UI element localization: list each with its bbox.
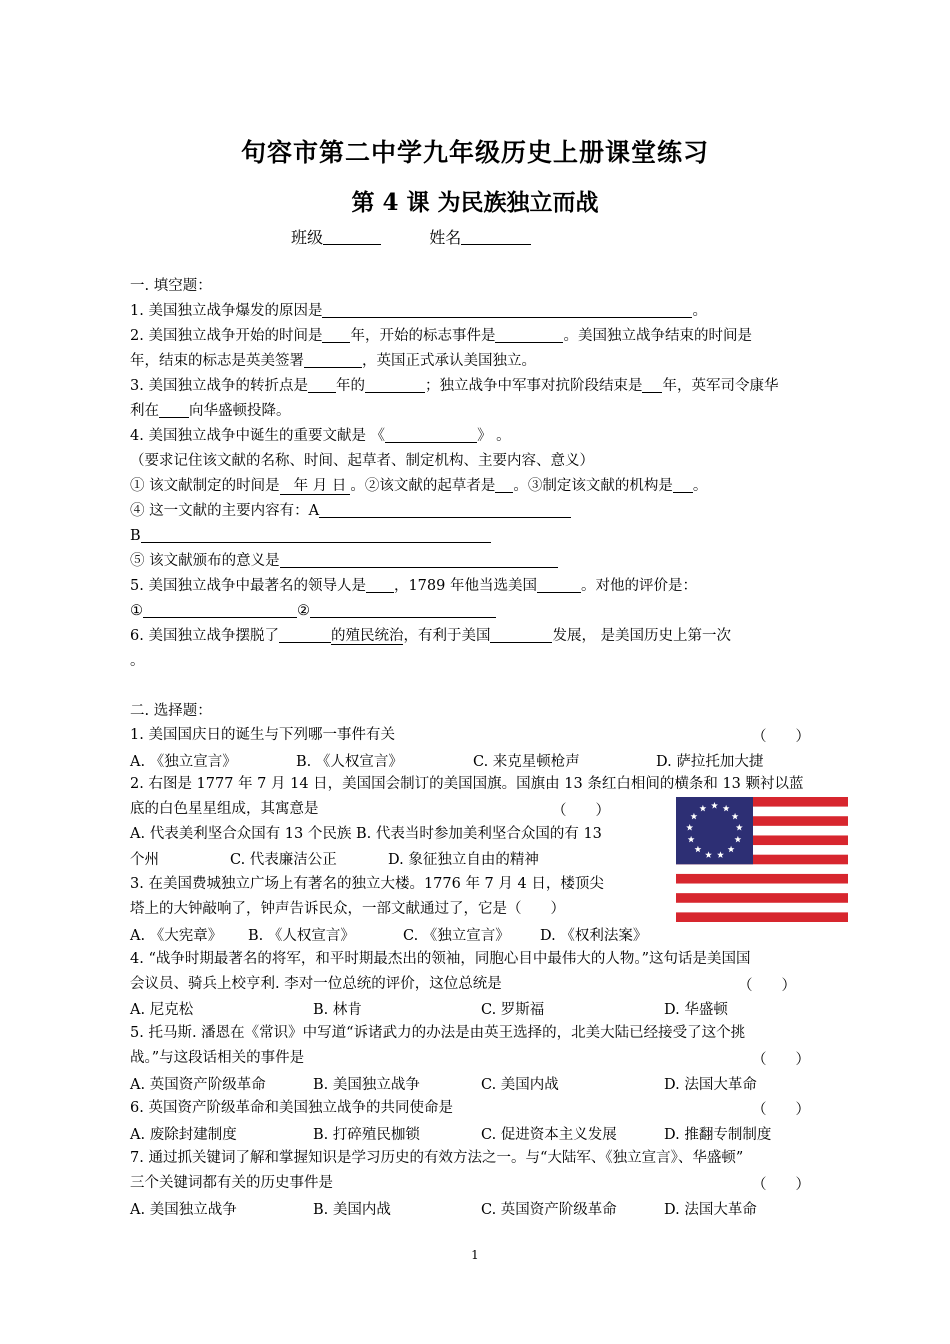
answer-paren[interactable]: （ ） <box>552 803 610 819</box>
fill-q4-sub4b: B <box>130 526 491 546</box>
flag-stripe <box>676 912 848 922</box>
fill-q5-eval: ① ② <box>130 601 496 621</box>
name-label: 姓名 <box>429 228 462 247</box>
option-a[interactable]: A. 美国独立战争 <box>130 1202 237 1218</box>
choice-q7-stem1: 7. 通过抓关键词了解和掌握知识是学习历史的有效方法之一。与“大陆军、《独立宣言》、华盛顿” <box>130 1150 744 1166</box>
option-d[interactable]: D. 法国大革命 <box>664 1077 757 1093</box>
option-a[interactable]: A. 英国资产阶级革命 <box>130 1077 266 1093</box>
choice-q6-stem: 6. 英国资产阶级革命和美国独立战争的共同使命是 <box>130 1100 453 1116</box>
answer-paren[interactable]: （ ） <box>752 1177 810 1193</box>
answer-blank[interactable] <box>304 351 362 368</box>
underlined-answer: 的殖民统治 <box>330 628 404 644</box>
student-info <box>291 225 531 248</box>
option-d[interactable]: D. 推翻专制制度 <box>664 1127 772 1143</box>
choice-q5-stem2: 战。”与这段话相关的事件是 <box>130 1050 305 1066</box>
fill-q3-line1: 3. 美国独立战争的转折点是 年的 ；独立战争中军事对抗阶段结束是 年，英军司令康华 <box>130 378 779 394</box>
option-b[interactable]: B. 《人权宣言》 <box>296 754 403 770</box>
fill-q3-line2: 利在 向华盛顿投降。 <box>130 403 291 419</box>
fill-q4-sub1: ① 该文献制定的时间是 年 月 日 。②该文献的起草者是 。③制定该文献的机构是 。 <box>130 478 708 494</box>
choice-q5-stem1: 5. 托马斯. 潘恩在《常识》中写道“诉诸武力的办法是由英王选择的，北美大陆已经接受了这个挑 <box>130 1025 746 1041</box>
answer-paren[interactable]: （ ） <box>752 729 810 745</box>
answer-blank[interactable] <box>366 576 394 593</box>
class-blank[interactable] <box>323 228 381 245</box>
fill-q2-line2: 年，结束的标志是英美签署 ，英国正式承认美国独立。 <box>130 353 536 369</box>
answer-blank[interactable] <box>279 626 331 643</box>
answer-blank[interactable] <box>495 326 563 343</box>
option-d[interactable]: D. 《权利法案》 <box>540 928 648 944</box>
choice-q4-stem2: 会议员、骑兵上校亨利. 李对一位总统的评价，这位总统是 <box>130 976 502 992</box>
us-flag-icon <box>676 797 848 922</box>
option-b[interactable]: B. 美国独立战争 <box>313 1077 420 1093</box>
option-d[interactable]: D. 法国大革命 <box>664 1202 757 1218</box>
section1-heading: 一. 填空题： <box>130 278 212 294</box>
option-a[interactable]: A. 尼克松 <box>130 1002 194 1018</box>
choice-q2-options-ab[interactable]: A. 代表美利坚合众国有 13 个民族 B. 代表当时参加美利坚合众国的有 13 <box>130 826 602 842</box>
answer-blank[interactable] <box>322 326 350 343</box>
option-c[interactable]: C. 英国资产阶级革命 <box>481 1202 617 1218</box>
option-b[interactable]: B. 美国内战 <box>313 1202 391 1218</box>
fill-q6: 6. 美国独立战争摆脱了 的殖民统治，有利于美国 发展， 是美国历史上第一次 <box>130 628 732 644</box>
choice-q7-stem2: 三个关键词都有关的历史事件是 <box>130 1175 333 1191</box>
answer-blank[interactable] <box>673 476 693 493</box>
answer-blank[interactable] <box>642 376 662 393</box>
choice-q2-stem2: 底的白色星星组成，其寓意是 <box>130 801 319 817</box>
choice-q4-stem1: 4. “战争时期最著名的将军，和平时期最杰出的领袖，同胞心目中最伟大的人物。”这句话是美国国 <box>130 951 751 967</box>
answer-blank[interactable] <box>490 626 552 643</box>
flag-stripe <box>676 864 848 874</box>
answer-blank[interactable] <box>143 601 297 618</box>
answer-blank[interactable] <box>385 426 477 443</box>
class-label: 班级 <box>291 228 324 247</box>
fill-q4-sub5: ⑤ 该文献颁布的意义是 <box>130 551 558 571</box>
option-c[interactable]: C. 美国内战 <box>481 1077 559 1093</box>
answer-blank[interactable] <box>141 526 491 543</box>
fill-q5: 5. 美国独立战争中最著名的领导人是 ，1789 年他当选美国 。对他的评价是： <box>130 578 697 594</box>
option-b-cont: 个州 <box>130 852 159 868</box>
fill-q2-line1: 2. 美国独立战争开始的时间是 年，开始的标志事件是 。美国独立战争结束的时间是 <box>130 328 752 344</box>
answer-blank[interactable] <box>310 601 496 618</box>
option-b[interactable]: B. 《人权宣言》 <box>248 928 355 944</box>
option-c[interactable]: C. 罗斯福 <box>481 1002 545 1018</box>
date-blank[interactable]: 年 月 日 <box>280 478 351 495</box>
section2-heading: 二. 选择题： <box>130 703 212 719</box>
page-number: 1 <box>471 1248 479 1262</box>
flag-stripe <box>676 893 848 903</box>
fill-q6-end: 。 <box>130 653 145 669</box>
fill-q4-sub4: ④ 这一文献的主要内容有：A <box>130 501 571 521</box>
answer-paren[interactable]: （ ） <box>752 1052 810 1068</box>
option-c[interactable]: C. 代表廉洁公正 <box>230 852 337 868</box>
answer-paren[interactable]: （ ） <box>752 1102 810 1118</box>
flag-stripe <box>676 874 848 884</box>
option-a[interactable]: A. 《独立宣言》 <box>130 754 237 770</box>
flag-stripe <box>676 903 848 913</box>
option-d[interactable]: D. 萨拉托加大捷 <box>656 754 764 770</box>
answer-blank[interactable] <box>159 401 189 418</box>
option-c[interactable]: C. 促进资本主义发展 <box>481 1127 617 1143</box>
choice-q2-stem1: 2. 右图是 1777 年 7 月 14 日，美国国会制订的美国国旗。国旗由 13 条红白相间的横条和 13 颗衬以蓝 <box>130 776 804 792</box>
option-a[interactable]: A. 《大宪章》 <box>130 928 223 944</box>
choice-q3-stem1: 3. 在美国费城独立广场上有著名的独立大楼。1776 年 7 月 4 日，楼顶尖 <box>130 876 604 892</box>
answer-blank[interactable] <box>495 476 513 493</box>
option-a[interactable]: A. 废除封建制度 <box>130 1127 237 1143</box>
option-b[interactable]: B. 打碎殖民枷锁 <box>313 1127 420 1143</box>
name-blank[interactable] <box>461 228 531 245</box>
option-c[interactable]: C. 《独立宣言》 <box>403 928 510 944</box>
answer-paren[interactable]: （ ） <box>738 978 796 994</box>
option-b[interactable]: B. 林肯 <box>313 1002 362 1018</box>
choice-q1-stem: 1. 美国国庆日的诞生与下列哪一事件有关 <box>130 727 395 743</box>
answer-blank[interactable] <box>280 551 558 568</box>
answer-blank[interactable] <box>365 376 425 393</box>
fill-q4-note: （要求记住该文献的名称、时间、起草者、制定机构、主要内容、意义） <box>130 453 594 469</box>
answer-blank[interactable] <box>322 301 692 318</box>
answer-blank[interactable] <box>319 501 571 518</box>
answer-blank[interactable] <box>537 576 581 593</box>
option-c[interactable]: C. 来克星顿枪声 <box>473 754 580 770</box>
page-title: 句容市第二中学九年级历史上册课堂练习 <box>240 138 709 167</box>
fill-q1: 1. 美国独立战争爆发的原因是 。 <box>130 303 707 319</box>
option-d[interactable]: D. 华盛顿 <box>664 1002 728 1018</box>
choice-q3-stem2: 塔上的大钟敲响了，钟声告诉民众，一部文献通过了，它是（ ） <box>130 901 565 917</box>
answer-blank[interactable] <box>308 376 336 393</box>
option-d[interactable]: D. 象征独立自由的精神 <box>388 852 539 868</box>
fill-q4: 4. 美国独立战争中诞生的重要文献是 《 》 。 <box>130 428 511 444</box>
flag-stripe <box>676 884 848 894</box>
lesson-title: 第 4 课 为民族独立而战 <box>351 189 599 216</box>
